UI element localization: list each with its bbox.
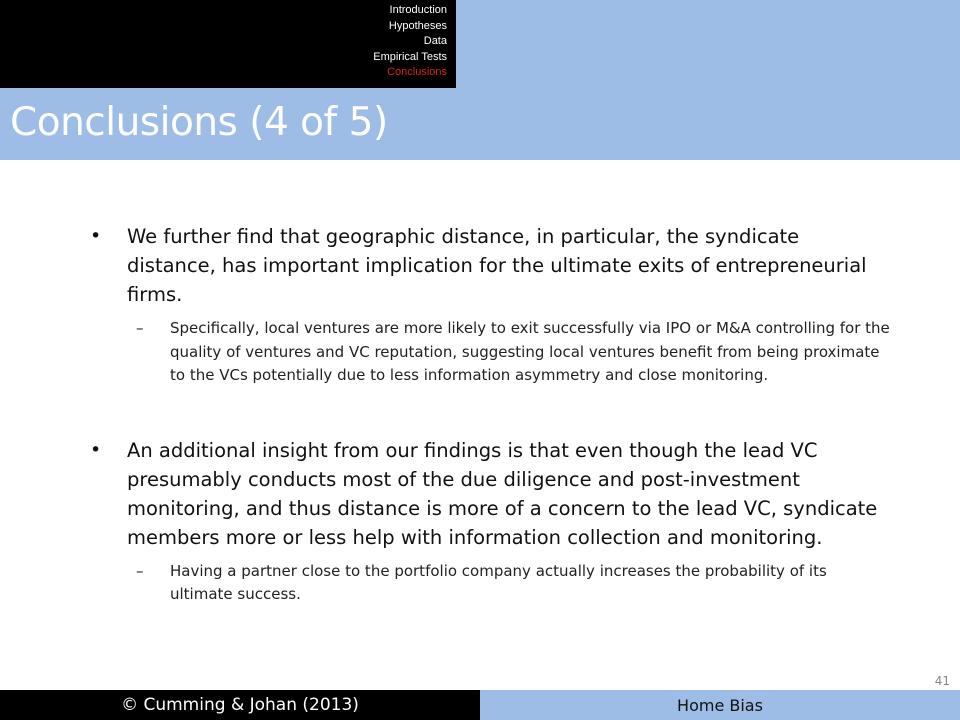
spacer	[84, 388, 894, 436]
bullet-marker: •	[90, 438, 102, 461]
sub-bullet-marker: –	[136, 319, 144, 337]
nav-item-data[interactable]: Data	[423, 35, 447, 47]
sub-bullet-2	[84, 560, 894, 607]
nav-item-hypotheses[interactable]: Hypotheses	[388, 19, 447, 32]
page-number: 41	[934, 674, 950, 688]
section-nav	[0, 0, 456, 88]
nav-item-conclusions[interactable]: Conclusions	[387, 66, 447, 78]
nav-item-empirical-tests[interactable]: Empirical Tests	[373, 50, 447, 63]
bullet-marker: •	[90, 225, 102, 247]
bullet-1	[84, 222, 894, 309]
sub-bullet-2-text: Having a partner close to the portfolio company actually increases the probability of its ultimate success.	[170, 561, 827, 603]
footer-topic: Home Bias	[480, 690, 960, 720]
bullet-2-text: An additional insight from our findings is that even though the lead VC presumably conducts most of the due diligence and post-investment monitoring, and thus distance is more of a concern to the lead VC, syndicate members more or less help with information collection and monitoring.	[127, 438, 878, 549]
section-nav-list	[373, 3, 447, 81]
slide-title: Conclusions (4 of 5)	[10, 100, 388, 145]
slide-content	[84, 222, 894, 607]
sub-bullet-1-text: Specifically, local ventures are more likely to exit successfully via IPO or M&A controlling for the quality of ventures and VC reputation, suggesting local ventures benefit from being proximate to the VCs potentially due to less information asymmetry and close monitoring.	[170, 319, 890, 384]
bullet-2	[84, 436, 894, 552]
bullet-1-text: We further find that geographic distance, in particular, the syndicate distance, has important implication for the ultimate exits of entrepreneurial firms.	[127, 225, 867, 306]
footer-copyright: © Cumming & Johan (2013)	[0, 690, 480, 720]
sub-bullet-1	[84, 317, 894, 388]
sub-bullet-marker: –	[136, 561, 144, 580]
nav-item-introduction[interactable]: Introduction	[389, 4, 447, 16]
